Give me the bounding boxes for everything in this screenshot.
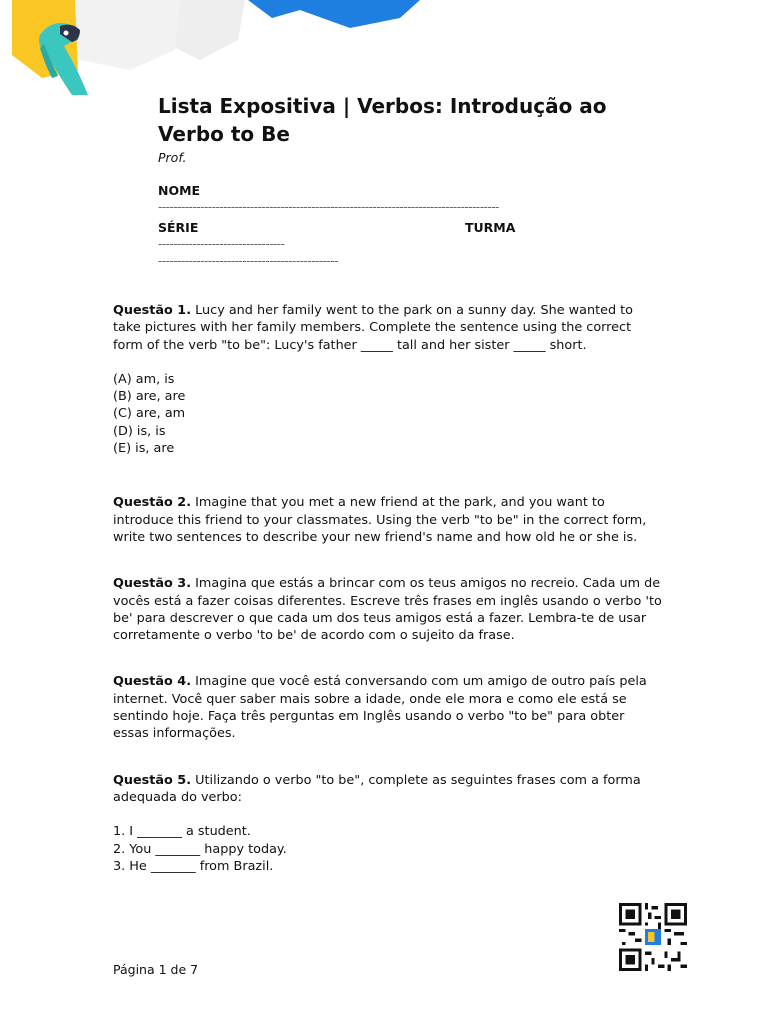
option-e: (E) is, are — [113, 441, 175, 457]
answer-options — [113, 371, 663, 457]
question-1 — [113, 302, 663, 457]
serie-line: --------------------------------- — [158, 237, 285, 251]
parrot-logo-icon — [39, 23, 88, 95]
question-number: Questão 4. — [113, 674, 192, 690]
document-title: Lista Expositiva | Verbos: Introdução ao Verbo to Be — [158, 94, 607, 146]
serie-turma-fields — [158, 220, 678, 278]
turma-line: ----------------------------------------------- — [158, 254, 339, 268]
question-number: Questão 2. — [113, 495, 192, 511]
option-a: (A) am, is — [113, 371, 175, 387]
fill-item-2: 2. You _______ happy today. — [113, 841, 287, 857]
qr-code-icon[interactable] — [619, 903, 687, 971]
author-label: Prof. — [158, 150, 187, 165]
question-text: Imagine that you met a new friend at the park, and you want to introduce this friend to your classmates. Using the verb "to be" in the correct form, write two sentences to describe your new friend's name and how old he or she is. — [113, 495, 647, 545]
question-5 — [113, 772, 663, 875]
document-header — [158, 92, 678, 278]
page-number: Página 1 de 7 — [113, 962, 199, 977]
question-text: Lucy and her family went to the park on a sunny day. She wanted to take pictures with her family members. Complete the sentence using the correct form of the verb "to be": Lucy's father _____ tall and her sister _____ short. — [113, 303, 634, 353]
question-text: Utilizando o verbo "to be", complete as seguintes frases com a forma adequada do verbo: — [113, 772, 641, 805]
option-d: (D) is, is — [113, 423, 166, 439]
serie-label: SÉRIE — [158, 220, 199, 235]
question-text: Imagine que você está conversando com um amigo de outro país pela internet. Você quer saber mais sobre a idade, onde ele mora e como ele está se sentindo hoje. Faça três perguntas em Inglês usando o verbo "to be" para obter essas informações. — [113, 674, 647, 742]
fill-item-1: 1. I _______ a student. — [113, 824, 251, 840]
fill-item-3: 3. He _______ from Brazil. — [113, 858, 274, 874]
question-text: Imagina que estás a brincar com os teus amigos no recreio. Cada um de vocês está a fazer coisas diferentes. Escreve três frases em inglês usando o verbo 'to be' para descrever o que cada um dos teus amigos está a fazer. Lembra-te de usar corretamente o verbo 'to be' de acordo com o sujeito da frase. — [113, 576, 662, 644]
name-line: ----------------------------------------------------------------------------------------- — [158, 200, 499, 214]
question-3 — [113, 575, 663, 644]
option-c: (C) are, am — [113, 406, 186, 422]
name-label: NOME — [158, 183, 201, 198]
question-number: Questão 1. — [113, 303, 192, 318]
name-field — [158, 183, 678, 216]
question-4 — [113, 673, 663, 742]
fill-in-items — [113, 823, 663, 875]
turma-label: TURMA — [465, 220, 516, 235]
option-b: (B) are, are — [113, 389, 186, 405]
question-number: Questão 3. — [113, 576, 192, 592]
question-number: Questão 5. — [113, 772, 192, 788]
question-2 — [113, 494, 663, 546]
questions-list — [113, 302, 663, 875]
